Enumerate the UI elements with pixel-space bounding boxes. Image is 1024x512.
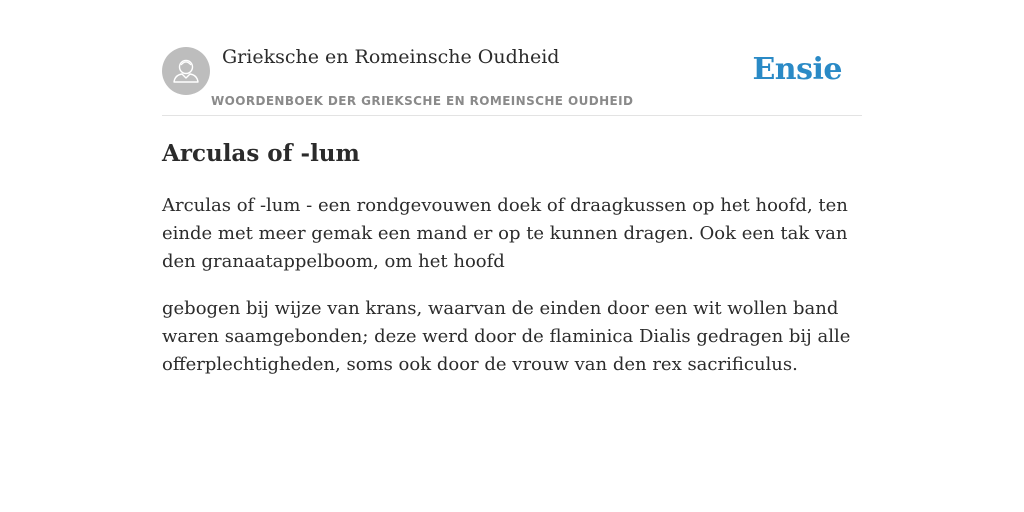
avatar[interactable] <box>162 47 210 95</box>
entry-card <box>162 0 862 512</box>
entry-paragraph: Arculas of -lum - een rondgevouwen doek of draagkussen op het hoofd, ten einde met meer gemak een mand er op te kunnen dragen. Ook een tak van den granaatappelboom, om het hoofd <box>162 195 848 272</box>
source-subtitle[interactable]: WOORDENBOEK DER GRIEKSCHE EN ROMEINSCHE OUDHEID <box>211 94 634 108</box>
entry-paragraph: gebogen bij wijze van krans, waarvan de einden door een wit wollen band waren saamgebonden; deze werd door de flaminica Dialis gedragen bij alle offerplechtigheden, soms ook door de vrouw van den rex sacrificulus. <box>162 298 851 375</box>
source-title[interactable]: Grieksche en Romeinsche Oudheid <box>222 46 560 68</box>
entry-title: Arculas of -lum <box>162 140 360 167</box>
brand-logo[interactable]: Ensie <box>752 52 842 87</box>
user-icon <box>162 47 210 95</box>
source-header <box>162 0 862 116</box>
